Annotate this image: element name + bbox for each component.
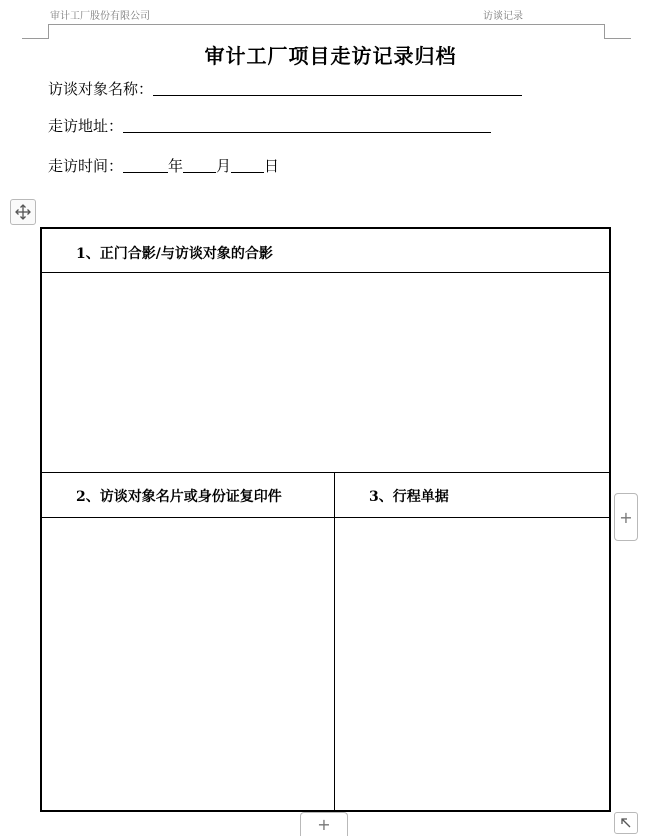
cell-photo-heading: 1、正门合影/与访谈对象的合影 — [76, 246, 273, 262]
cell-receipt-heading: 3、行程单据 — [369, 489, 449, 505]
address-blank[interactable] — [123, 116, 491, 133]
add-row-button[interactable] — [300, 812, 348, 836]
day-label: 日 — [264, 157, 280, 175]
header-rule — [48, 24, 605, 25]
day-blank[interactable] — [231, 156, 264, 173]
year-blank[interactable] — [123, 156, 168, 173]
cell-id-area[interactable] — [42, 518, 334, 810]
margin-corner-left — [22, 24, 49, 39]
time-label: 走访时间： — [48, 157, 124, 175]
interviewee-blank[interactable] — [153, 79, 522, 96]
resize-arrow-icon — [619, 816, 633, 830]
archive-table[interactable] — [40, 227, 611, 812]
cell-id-heading: 2、访谈对象名片或身份证复印件 — [76, 489, 282, 505]
address-field[interactable] — [48, 115, 491, 137]
row-divider — [42, 472, 609, 473]
document-title: 审计工厂项目走访记录归档 — [204, 44, 457, 68]
time-field[interactable] — [48, 155, 279, 177]
month-blank[interactable] — [183, 156, 216, 173]
plus-icon: + — [619, 507, 633, 527]
table-move-handle[interactable] — [10, 199, 36, 225]
cell-photo-area[interactable] — [42, 273, 609, 472]
table-resize-handle[interactable] — [614, 812, 638, 834]
year-label: 年 — [168, 157, 184, 175]
margin-corner-right — [604, 24, 631, 39]
cell-receipt-area[interactable] — [335, 518, 609, 810]
header-company: 审计工厂股份有限公司 — [50, 11, 150, 22]
plus-icon: + — [317, 815, 331, 834]
address-label: 走访地址： — [48, 117, 124, 135]
interviewee-field[interactable] — [48, 78, 522, 100]
month-label: 月 — [216, 157, 232, 175]
interviewee-label: 访谈对象名称： — [48, 80, 154, 98]
move-icon — [14, 203, 32, 221]
header-section: 访谈记录 — [483, 11, 523, 22]
add-column-button[interactable] — [614, 493, 638, 541]
